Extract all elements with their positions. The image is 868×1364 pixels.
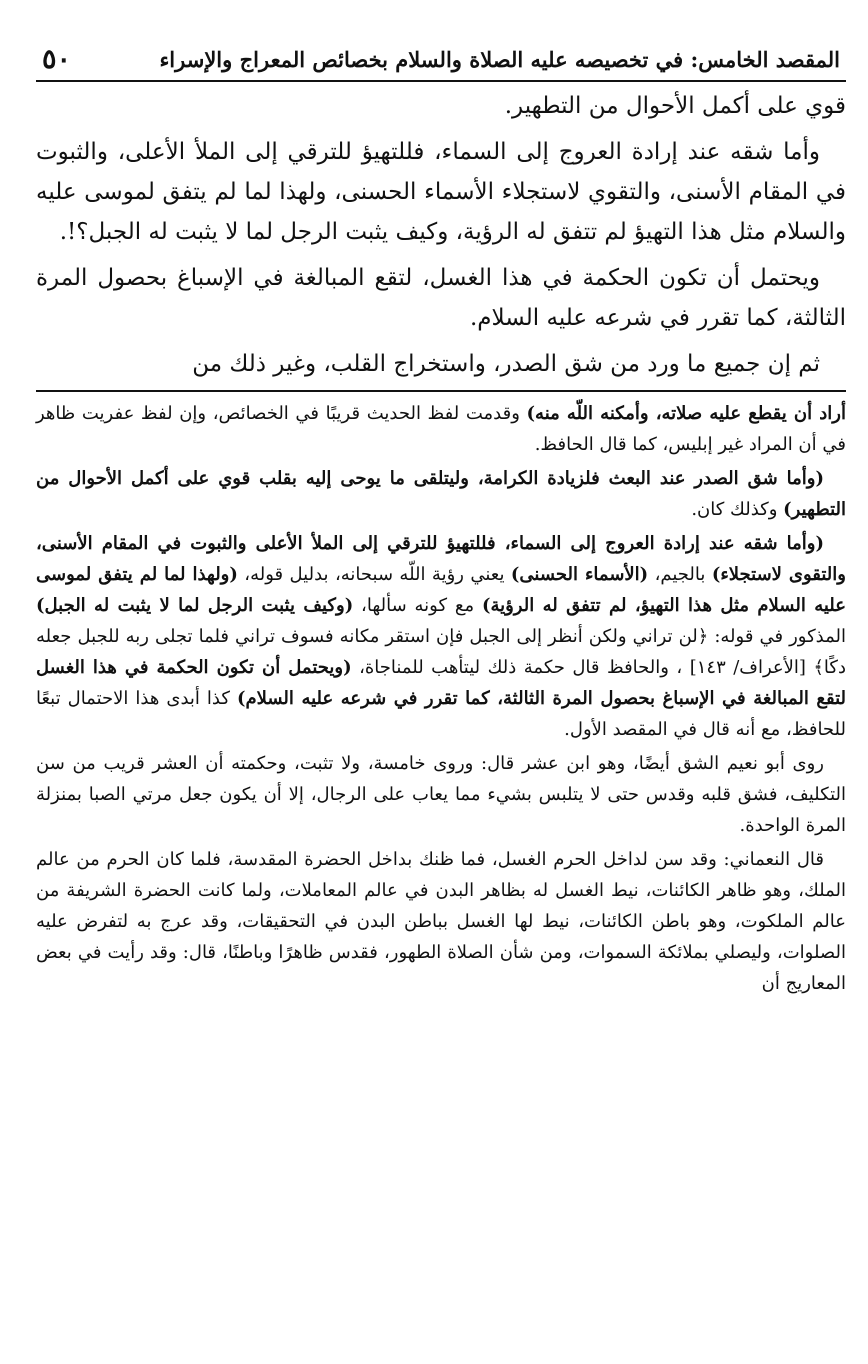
- quoted-text: (وأما شق الصدر عند البعث فلزيادة الكرامة، وليتلقى ما يوحى إليه بقلب قوي على أكمل الأحوال من التطهير): [36, 468, 846, 520]
- main-paragraph: قوي على أكمل الأحوال من التطهير.: [504, 93, 846, 119]
- footnote-paragraph: [36, 528, 846, 745]
- commentary-text: وكذلك كان.: [691, 499, 784, 520]
- document-page: [36, 38, 846, 1338]
- main-paragraph: ويحتمل أن تكون الحكمة في هذا الغسل، لتقع المبالغة في الإسباغ بحصول المرة الثالثة، كما تقرر في شرعه عليه السلام.: [36, 265, 846, 331]
- quoted-text: (ويحتمل أن تكون الحكمة في هذا الغسل لتقع المبالغة في الإسباغ بحصول المرة الثالثة، كما تقرر في شرعه عليه السلام): [36, 657, 846, 709]
- footnote-paragraph: [36, 463, 846, 525]
- footnote-paragraph: روى أبو نعيم الشق أيضًا، وهو ابن عشر قال: وروى خامسة، ولا تثبت، وحكمته أن العشر قريب من سن التكليف، فشق قلبه وقدس حتى لا يتلبس بشيء مما يعاب على الرجال، إلا أن يكون جعل مرتي الصبا بمنزلة المرة الواحدة.: [36, 753, 846, 836]
- quoted-text: (وأما شقه عند إرادة العروج إلى السماء، فللتهيؤ للترقي إلى الملأ الأعلى والثبوت في المقام الأسنى، والتقوى لاستجلاء): [36, 533, 846, 585]
- commentary-text: يعني رؤية اللّه سبحانه، بدليل قوله،: [237, 564, 511, 585]
- running-title: المقصد الخامس: في تخصيصه عليه الصلاة والسلام بخصائص المعراج والإسراء: [159, 46, 840, 72]
- quoted-text: (ولهذا لما لم يتفق لموسى عليه السلام مثل هذا التهيؤ، لم تتفق له الرؤية): [36, 564, 846, 616]
- main-paragraph: ثم إن جميع ما ورد من شق الصدر، واستخراج القلب، وغير ذلك من: [192, 351, 820, 377]
- main-text: [36, 86, 846, 384]
- page-number: ٥٠: [42, 43, 72, 75]
- page-header: [36, 38, 846, 82]
- commentary-text: كذا أبدى هذا الاحتمال تبعًا للحافظ، مع أنه قال في المقصد الأول.: [36, 688, 846, 740]
- commentary-text: وقدمت لفظ الحديث قريبًا في الخصائص، وإن لفظ عفريت ظاهر في أن المراد غير إبليس، كما قال الحافظ.: [36, 403, 846, 455]
- footnotes: [36, 398, 846, 999]
- footnote-paragraph: قال النعماني: وقد سن لداخل الحرم الغسل، فما ظنك بداخل الحضرة المقدسة، فلما كان الحرم من عالم الملك، وهو ظاهر الكائنات، نيط الغسل له بظاهر البدن في عالم المعاملات، ولما كانت الحضرة الشريفة من عالم الملكوت، وهو باطن الكائنات، نيط لها الغسل بباطن البدن في التحقيقات، وقد عرج به لتفرض عليه الصلوات، وليصلي بملائكة السموات، ومن شأن الصلاة الطهور، فقدس ظاهرًا وباطنًا، قال: وقد رأيت في بعض المعاريج أن: [36, 849, 846, 994]
- main-paragraph: وأما شقه عند إرادة العروج إلى السماء، فللتهيؤ للترقي إلى الملأ الأعلى، والثبوت في المقام الأسنى، والتقوي لاستجلاء الأسماء الحسنى، ولهذا لما لم يتفق لموسى عليه والسلام مثل هذا التهيؤ لم تتفق له الرؤية، وكيف يثبت الرجل لما لا يثبت له الجبل؟!.: [36, 139, 846, 245]
- quoted-text: (وكيف يثبت الرجل لما لا يثبت له الجبل): [36, 595, 354, 616]
- quoted-text: أراد أن يقطع عليه صلاته، وأمكنه اللّه منه): [526, 403, 846, 424]
- quoted-text: (الأسماء الحسنى): [510, 564, 649, 585]
- footnote-divider: [36, 390, 846, 392]
- commentary-text: مع كونه سألها،: [353, 595, 482, 616]
- footnote-paragraph: [36, 398, 846, 460]
- commentary-text: بالجيم،: [648, 564, 712, 585]
- commentary-text: المذكور في قوله: ﴿لن تراني ولكن أنظر إلى الجبل فإن استقر مكانه فسوف تراني فلما تجلى ربه للجبل جعله دكًا﴾ [الأعراف/ ١٤٣] ، والحافظ قال حكمة ذلك ليتأهب للمناجاة،: [36, 626, 846, 678]
